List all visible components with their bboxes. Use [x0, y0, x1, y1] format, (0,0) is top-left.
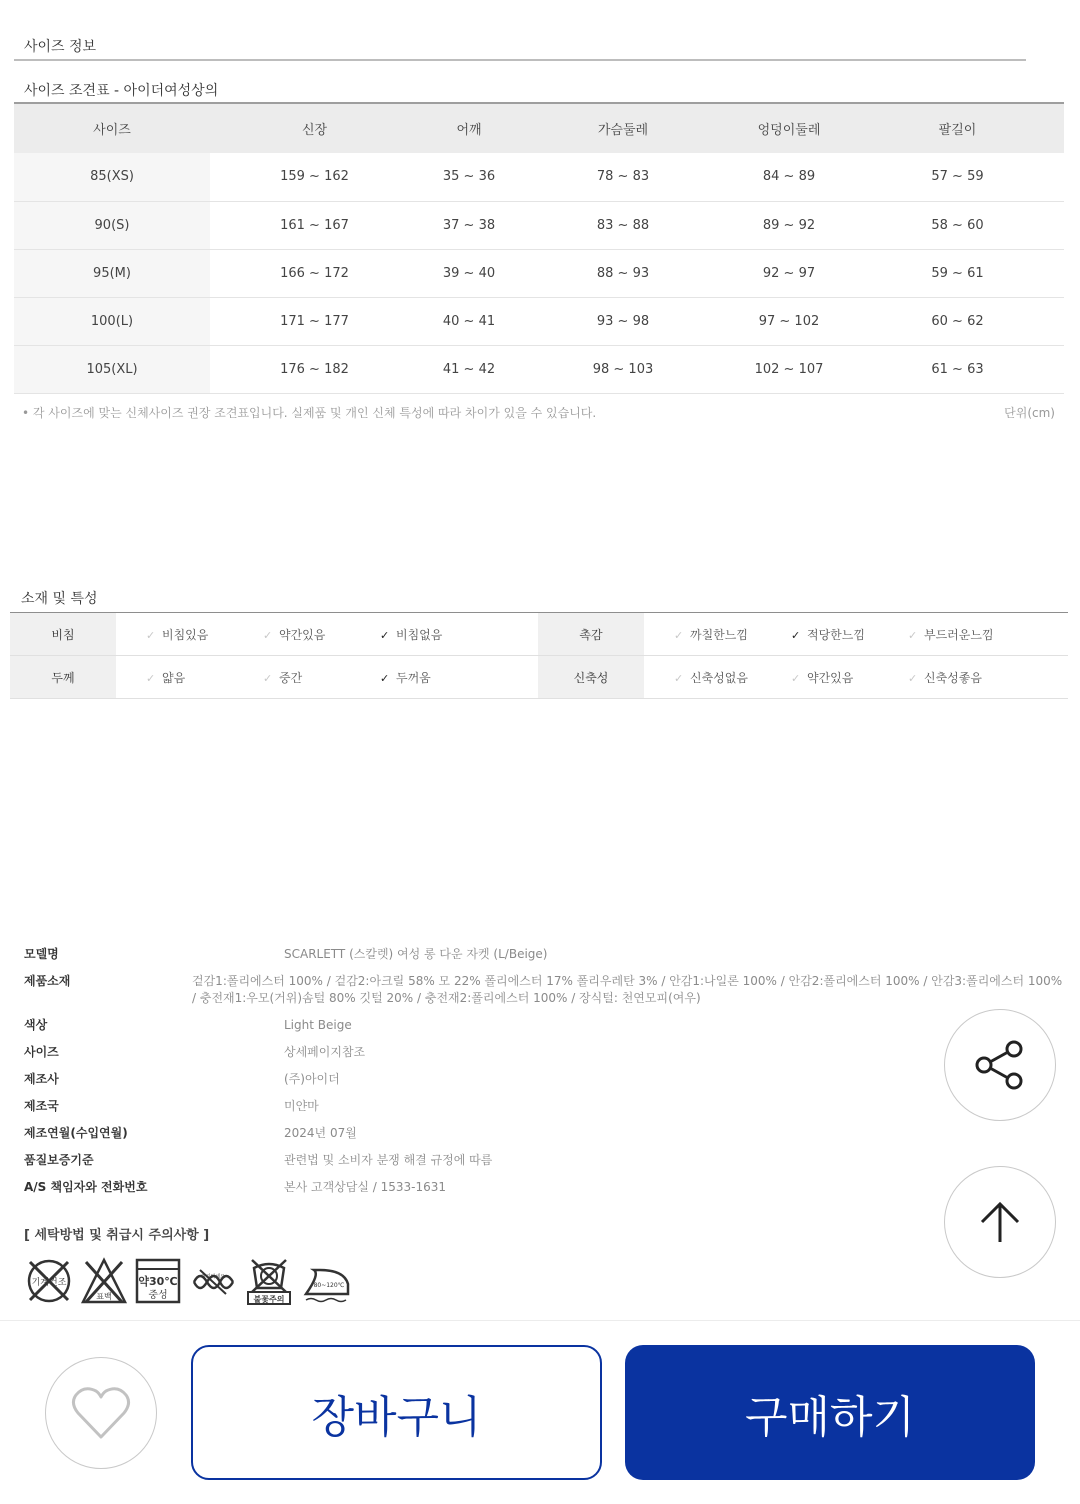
material-option	[116, 656, 233, 699]
check-icon: ✓	[263, 671, 273, 685]
product-info-value: Light Beige	[284, 1018, 352, 1032]
material-option	[878, 656, 1068, 699]
size-chart-row	[14, 297, 1064, 345]
hip-cell: 84 ~ 89	[727, 153, 851, 201]
check-icon: ✓	[908, 671, 918, 685]
check-icon: ✓	[146, 628, 156, 642]
check-icon: ✓	[674, 628, 684, 642]
product-info-label: 품질보증기준	[24, 1153, 94, 1167]
size-chart-row	[14, 153, 1064, 201]
add-to-cart-button[interactable]: 장바구니	[191, 1345, 602, 1480]
product-info-value: 상세페이지참조	[284, 1045, 366, 1059]
material-option	[233, 613, 350, 656]
chest-col-header: 가슴둘레	[519, 103, 727, 153]
size-cell: 105(XL)	[14, 345, 210, 393]
care-icons-row	[24, 1256, 352, 1306]
no-wring-icon	[188, 1256, 238, 1306]
size-chart-note: • 각 사이즈에 맞는 신체사이즈 권장 조견표입니다. 실제품 및 개인 신체 특성에 따라 차이가 있을 수 있습니다.	[22, 406, 597, 420]
product-info-row	[24, 973, 1069, 1007]
product-info-list	[24, 946, 1069, 1206]
material-option-label: 비침없음	[396, 627, 443, 642]
product-info-row	[24, 1125, 1069, 1142]
iron-80-120c-icon	[300, 1256, 352, 1306]
hip-cell: 102 ~ 107	[727, 345, 851, 393]
shoulder-cell: 41 ~ 42	[419, 345, 519, 393]
material-attribute-label: 신축성	[538, 656, 644, 699]
material-option	[761, 613, 878, 656]
material-option	[878, 613, 1068, 656]
product-info-value: (주)아이더	[284, 1072, 340, 1086]
product-info-value: 미얀마	[284, 1099, 319, 1113]
chest-cell: 83 ~ 88	[519, 201, 727, 249]
check-icon: ✓	[263, 628, 273, 642]
buy-now-button[interactable]: 구매하기	[625, 1345, 1035, 1480]
size-info-title: 사이즈 정보	[24, 39, 97, 55]
material-option	[233, 656, 350, 699]
flame-caution-label: 불꽃주의	[253, 1295, 285, 1304]
hip-cell: 92 ~ 97	[727, 249, 851, 297]
scroll-to-top-button[interactable]	[944, 1166, 1056, 1278]
material-row	[10, 656, 1068, 699]
check-icon: ✓	[380, 671, 390, 685]
product-info-label: 제품소재	[24, 974, 71, 988]
bottom-bar-divider	[0, 1320, 1080, 1321]
no-bleach-icon	[80, 1256, 128, 1306]
chest-cell: 88 ~ 93	[519, 249, 727, 297]
size-chart-subtitle: 사이즈 조견표 - 아이더여성상의	[24, 83, 219, 99]
care-instructions-title: [ 세탁방법 및 취급시 주의사항 ]	[24, 1228, 210, 1243]
material-option-label: 신축성없음	[690, 670, 748, 685]
material-option	[350, 613, 538, 656]
height-cell: 161 ~ 167	[210, 201, 419, 249]
size-col-header: 사이즈	[14, 103, 210, 153]
product-info-row	[24, 946, 1069, 963]
height-cell: 171 ~ 177	[210, 297, 419, 345]
size-cell: 95(M)	[14, 249, 210, 297]
no-machine-wash-icon	[244, 1256, 294, 1306]
product-info-row	[24, 1179, 1069, 1196]
material-option-label: 두꺼움	[396, 670, 431, 685]
material-option	[350, 656, 538, 699]
height-cell: 159 ~ 162	[210, 153, 419, 201]
size-chart-unit: 단위(cm)	[1004, 406, 1055, 420]
no-tumble-dry-label: 기계건조	[31, 1278, 67, 1288]
material-option-label: 약간있음	[807, 670, 854, 685]
product-info-label: 모델명	[24, 947, 59, 961]
product-info-label: A/S 책임자와 전화번호	[24, 1180, 148, 1194]
material-option	[644, 656, 761, 699]
height-cell: 166 ~ 172	[210, 249, 419, 297]
product-info-value: 2024년 07월	[284, 1126, 357, 1140]
check-icon: ✓	[380, 628, 390, 642]
chest-cell: 78 ~ 83	[519, 153, 727, 201]
hand-wash-30c-icon	[134, 1256, 182, 1306]
material-option-label: 적당한느낌	[807, 627, 865, 642]
size-chart-row	[14, 345, 1064, 393]
no-wring-label: 짜지마세요	[200, 1274, 226, 1280]
size-chart-row	[14, 249, 1064, 297]
product-info-row	[24, 1152, 1069, 1169]
material-option	[644, 613, 761, 656]
check-icon: ✓	[146, 671, 156, 685]
size-chart-table	[14, 102, 1064, 394]
material-section-title: 소재 및 특성	[21, 591, 98, 607]
sleeve-cell: 59 ~ 61	[851, 249, 1064, 297]
no-bleach-label: 표백	[96, 1292, 112, 1301]
check-icon: ✓	[791, 671, 801, 685]
wash-temp-label: 약30℃	[138, 1275, 178, 1288]
sleeve-cell: 60 ~ 62	[851, 297, 1064, 345]
share-icon	[972, 1037, 1028, 1093]
check-icon: ✓	[908, 628, 918, 642]
wash-mode-label: 중성	[148, 1290, 168, 1301]
iron-temp-label: 80~120℃	[313, 1282, 345, 1289]
material-attribute-label: 촉감	[538, 613, 644, 656]
material-table	[10, 612, 1068, 699]
product-info-label: 사이즈	[24, 1045, 59, 1059]
hip-col-header: 엉덩이둘레	[727, 103, 851, 153]
product-info-value: SCARLETT (스칼렛) 여성 롱 다운 자켓 (L/Beige)	[284, 947, 548, 961]
sleeve-cell: 57 ~ 59	[851, 153, 1064, 201]
size-cell: 100(L)	[14, 297, 210, 345]
product-info-value: 겉감1:폴리에스터 100% / 겉감2:아크릴 58% 모 22% 폴리에스터 17% 폴리우레탄 3% / 안감1:나일론 100% / 안감2:폴리에스터 100% / 안감3:폴리에스터 100% / 충전재1:우모(거위)솜털 80% 깃털 20% / 충전재2:폴리에스터 100% / 장식털: 천연모피(여우)	[192, 974, 1063, 1005]
arrow-up-icon	[976, 1198, 1024, 1246]
material-option-label: 중간	[279, 670, 303, 685]
material-option-label: 부드러운느낌	[924, 627, 994, 642]
height-col-header: 신장	[210, 103, 419, 153]
material-option-label: 신축성좋음	[924, 670, 982, 685]
share-button[interactable]	[944, 1009, 1056, 1121]
material-option	[761, 656, 878, 699]
wishlist-button[interactable]	[45, 1357, 157, 1469]
hip-cell: 97 ~ 102	[727, 297, 851, 345]
sleeve-col-header: 팔길이	[851, 103, 1064, 153]
hip-cell: 89 ~ 92	[727, 201, 851, 249]
check-icon: ✓	[791, 628, 801, 642]
material-attribute-label: 두께	[10, 656, 116, 699]
material-option	[116, 613, 233, 656]
product-info-row	[24, 1017, 1069, 1034]
material-option-label: 얇음	[162, 670, 186, 685]
product-info-value: 본사 고객상담실 / 1533-1631	[284, 1180, 447, 1194]
material-option-label: 비침있음	[162, 627, 209, 642]
shoulder-cell: 39 ~ 40	[419, 249, 519, 297]
size-chart-header-row	[14, 103, 1064, 153]
product-info-row	[24, 1044, 1069, 1061]
check-icon: ✓	[674, 671, 684, 685]
product-info-row	[24, 1098, 1069, 1115]
product-info-label: 제조사	[24, 1072, 59, 1086]
shoulder-cell: 40 ~ 41	[419, 297, 519, 345]
product-info-value: 관련법 및 소비자 분쟁 해결 규정에 따름	[284, 1153, 493, 1167]
size-chart-row	[14, 201, 1064, 249]
size-cell: 85(XS)	[14, 153, 210, 201]
product-info-label: 제조연월(수입연월)	[24, 1126, 128, 1140]
sleeve-cell: 58 ~ 60	[851, 201, 1064, 249]
heart-icon	[70, 1385, 132, 1441]
material-row	[10, 613, 1068, 656]
product-info-row	[24, 1071, 1069, 1088]
height-cell: 176 ~ 182	[210, 345, 419, 393]
material-option-label: 약간있음	[279, 627, 326, 642]
no-tumble-dry-icon	[24, 1256, 74, 1306]
shoulder-col-header: 어깨	[419, 103, 519, 153]
chest-cell: 93 ~ 98	[519, 297, 727, 345]
shoulder-cell: 37 ~ 38	[419, 201, 519, 249]
material-attribute-label: 비침	[10, 613, 116, 656]
size-title-divider	[14, 59, 1026, 61]
material-option-label: 까칠한느낌	[690, 627, 748, 642]
sleeve-cell: 61 ~ 63	[851, 345, 1064, 393]
product-info-label: 색상	[24, 1018, 48, 1032]
chest-cell: 98 ~ 103	[519, 345, 727, 393]
shoulder-cell: 35 ~ 36	[419, 153, 519, 201]
product-info-label: 제조국	[24, 1099, 59, 1113]
size-cell: 90(S)	[14, 201, 210, 249]
